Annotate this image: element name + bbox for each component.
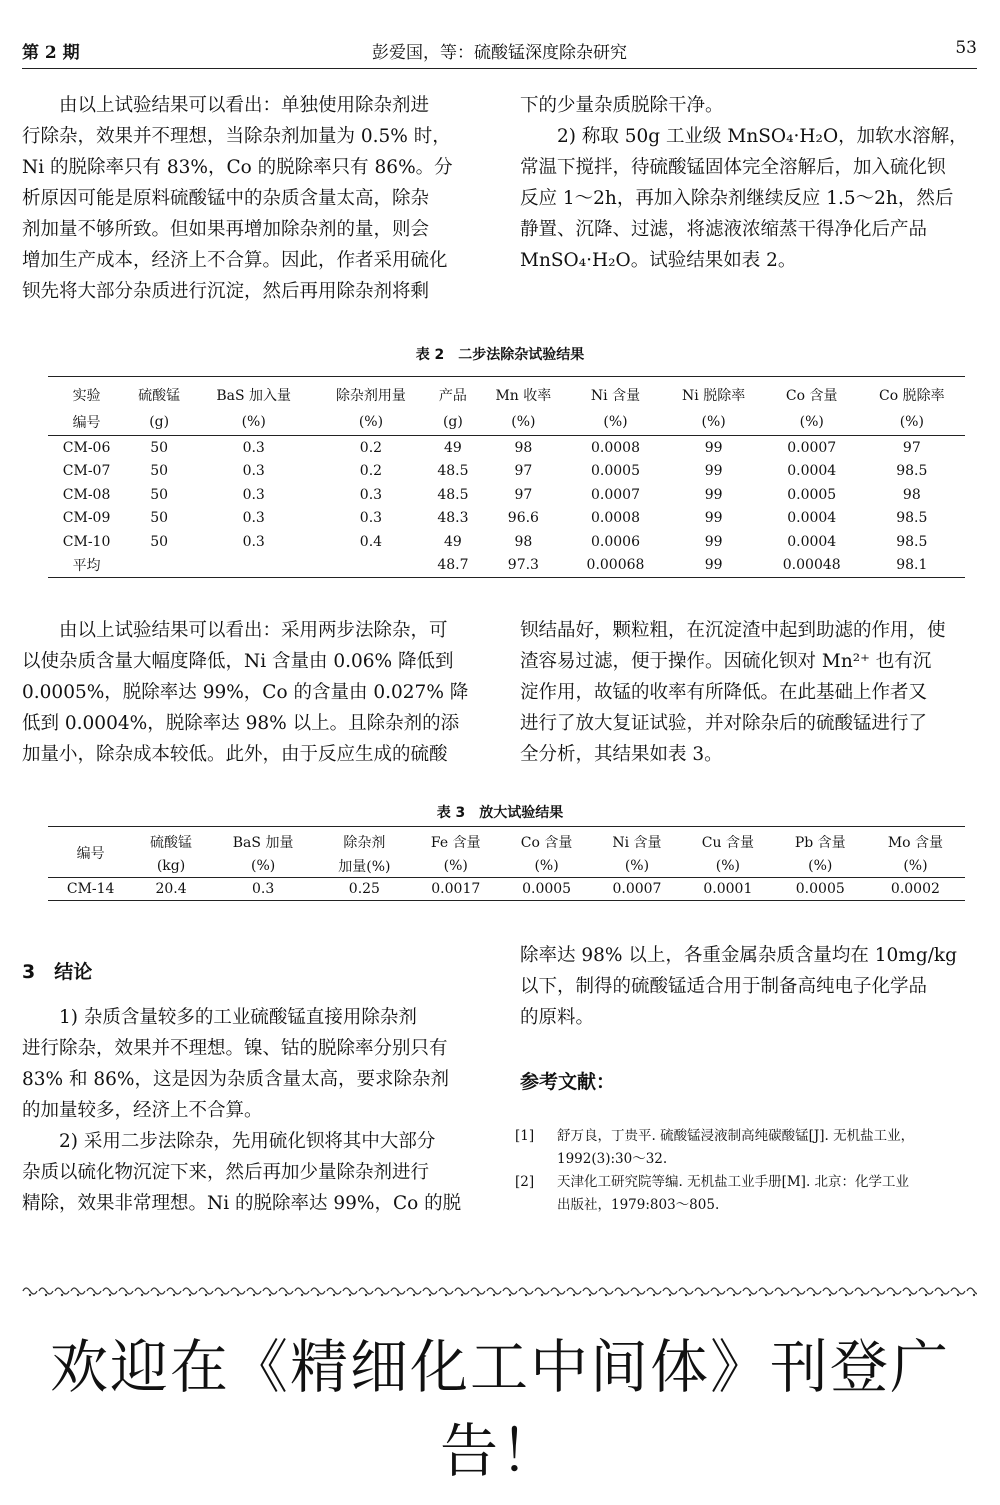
reference-text: 舒万良，丁贵平. 硫酸锰浸液制高纯碳酸锰[J]. 无机盐工业， (557, 1128, 915, 1144)
column-header: 编号 (48, 827, 133, 878)
text-line: 83% 和 86%，这是因为杂质含量太高，要求除杂剂 (22, 1069, 450, 1090)
reference-text: 出版社，1979:803～805. (557, 1197, 720, 1213)
text-line: 精除，效果非常理想。Ni 的脱除率达 99%，Co 的脱 (22, 1193, 462, 1214)
table-cell: 49 (443, 533, 462, 550)
table-unit-row (48, 409, 965, 436)
text-line: 的原料。 (520, 1007, 595, 1028)
column-unit: (%) (478, 409, 568, 436)
table-3 (48, 826, 965, 901)
text-line: 反应 1～2h，再加入除杂剂继续反应 1.5～2h，然后 (520, 188, 954, 209)
table-cell: 0.3 (251, 881, 275, 897)
table-row (48, 507, 965, 531)
table-cell: 96.6 (507, 510, 539, 527)
table-3-caption: 表 3 放大试验结果 (436, 805, 564, 821)
text-line: 增加生产成本，经济上不合算。因此，作者采用硫化 (22, 250, 448, 271)
text-line: 以下，制得的硫酸锰适合用于制备高纯电子化学品 (520, 976, 928, 997)
table-cell: 98.5 (896, 463, 928, 480)
text-line: 钡先将大部分杂质进行沉淀，然后再用除杂剂将剩 (22, 281, 430, 302)
paragraph-conclusion-left (22, 1002, 477, 1219)
table-cell: 0.0007 (787, 439, 837, 456)
text-line: 由以上试验结果可以看出：单独使用除杂剂进 (59, 95, 430, 116)
advertisement-banner: 欢迎在《精细化工中间体》刊登广告！ (49, 1333, 950, 1485)
text-line: 下的少量杂质脱除干净。 (520, 95, 724, 116)
table-cell: 48.3 (437, 510, 469, 527)
table-cell: 98.5 (896, 510, 928, 527)
table-header-row (48, 827, 965, 856)
text-line: 剂加量不够所致。但如果再增加除杂剂的量，则会 (22, 219, 430, 240)
text-line: 2) 采用二步法除杂，先用硫化钡将其中大部分 (59, 1131, 436, 1152)
table-cell: 0.00068 (586, 557, 645, 574)
text-line: 钡结晶好，颗粒粗，在沉淀渣中起到助滤的作用，使 (520, 620, 946, 641)
table-cell: 0.3 (359, 510, 383, 527)
column-unit: (%) (314, 409, 427, 436)
column-unit: 加量(%) (318, 855, 412, 878)
column-unit: (g) (428, 409, 479, 436)
column-header: Co 脱除率 (879, 388, 945, 404)
table-cell: 50 (150, 510, 169, 527)
table-cell: 49 (443, 439, 462, 456)
text-line: Ni 的脱除率只有 83%，Co 的脱除率只有 86%。分 (22, 157, 453, 178)
issue-number: 第 2 期 (22, 43, 80, 63)
table-cell: 97 (514, 463, 533, 480)
table-cell: 0.0008 (591, 439, 640, 456)
table-cell: CM-08 (62, 486, 111, 503)
table-cell: 0.3 (242, 486, 265, 503)
table-cell: 0.3 (242, 533, 265, 550)
table-cell: 0.0007 (591, 486, 640, 503)
table-row (48, 878, 965, 901)
table-cell: 0.0007 (612, 881, 662, 897)
text-line: 0.0005%，脱除率达 99%，Co 的含量由 0.027% 降 (22, 682, 469, 703)
table-cell: 20.4 (155, 881, 187, 897)
column-unit: 编号 (48, 409, 125, 436)
column-unit: (%) (662, 409, 764, 436)
column-header: 硫酸锰 (150, 835, 193, 851)
text-line: MnSO₄·H₂O。试验结果如表 2。 (520, 250, 797, 271)
running-title: 彭爱国，等：硫酸锰深度除杂研究 (372, 43, 627, 63)
paragraph-procedure (520, 90, 975, 276)
reference-item (515, 1125, 975, 1171)
running-header (22, 34, 977, 69)
table-cell: 48.5 (437, 463, 469, 480)
column-unit: (g) (125, 409, 193, 436)
table-cell: 99 (704, 510, 723, 527)
references-heading: 参考文献： (520, 1071, 616, 1093)
table-cell: 97.3 (507, 557, 539, 574)
table-row (48, 483, 965, 507)
column-header: Pb 含量 (794, 835, 846, 851)
column-header: 除杂剂 (343, 835, 386, 851)
table-cell: CM-14 (66, 881, 115, 897)
column-unit: (%) (411, 855, 500, 878)
table-cell: 0.2 (359, 439, 383, 456)
text-line: 渣容易过滤，便于操作。因硫化钡对 Mn²⁺ 也有沉 (520, 651, 932, 672)
table-cell: 99 (704, 439, 723, 456)
column-unit: (kg) (133, 855, 208, 878)
text-line: 加量小，除杂成本较低。此外，由于反应生成的硫酸 (22, 744, 448, 765)
text-line: 2) 称取 50g 工业级 MnSO₄·H₂O，加软水溶解， (557, 126, 968, 147)
text-line: 低到 0.0004%，脱除率达 98% 以上。且除杂剂的添 (22, 713, 460, 734)
table-cell: 99 (704, 463, 723, 480)
column-header: 硫酸锰 (138, 388, 181, 404)
table-cell: CM-07 (62, 463, 111, 480)
table-cell: 0.0002 (890, 881, 940, 897)
table-cell: 0.3 (242, 463, 265, 480)
table-cell: 0.0017 (431, 881, 481, 897)
reference-item (515, 1171, 975, 1217)
table-cell: 0.0005 (591, 463, 640, 480)
reference-list (515, 1125, 975, 1217)
ornament-pattern-icon (22, 1282, 977, 1300)
table-cell (193, 554, 314, 578)
table-cell: 98 (514, 439, 533, 456)
column-header: Co 含量 (785, 388, 838, 404)
table-cell: 48.5 (437, 486, 469, 503)
text-line: 1) 杂质含量较多的工业硫酸锰直接用除杂剂 (59, 1007, 417, 1028)
table-cell: 0.4 (359, 533, 383, 550)
column-header: Mo 含量 (887, 835, 944, 851)
text-line: 静置、沉降、过滤，将滤液浓缩蒸干得净化后产品 (520, 219, 928, 240)
table-cell: 0.0004 (787, 463, 837, 480)
column-unit: (%) (775, 855, 866, 878)
table-cell: 0.2 (359, 463, 383, 480)
reference-number: [2] (515, 1174, 535, 1190)
table-cell: CM-06 (62, 439, 111, 456)
column-unit: (%) (593, 855, 681, 878)
column-header: Ni 含量 (612, 835, 662, 851)
paragraph-scale-up (520, 615, 975, 770)
table-cell: 0.25 (348, 881, 380, 897)
column-unit: (%) (569, 409, 663, 436)
table-cell: 48.7 (437, 557, 469, 574)
page-number: 53 (955, 38, 977, 58)
column-unit: (%) (765, 409, 859, 436)
table-cell (314, 554, 427, 578)
table-cell: 50 (150, 439, 169, 456)
table-cell: 0.0005 (787, 486, 837, 503)
column-unit: (%) (681, 855, 775, 878)
table-cell: 50 (150, 463, 169, 480)
table-cell: 97 (514, 486, 533, 503)
column-header: Mn 收率 (495, 388, 552, 404)
column-unit: (%) (500, 855, 593, 878)
text-line: 常温下搅拌，待硫酸锰固体完全溶解后，加入硫化钡 (520, 157, 946, 178)
column-unit: (%) (193, 409, 314, 436)
column-header: 除杂剂用量 (335, 388, 406, 404)
table-cell: 98.1 (896, 557, 928, 574)
text-line: 进行除杂，效果并不理想。镍、钴的脱除率分别只有 (22, 1038, 448, 1059)
table-cell: 0.0005 (795, 881, 845, 897)
table-cell: CM-10 (62, 533, 111, 550)
table-row (48, 436, 965, 460)
paragraph-results-single-agent (22, 90, 477, 307)
text-line: 以使杂质含量大幅度降低，Ni 含量由 0.06% 降低到 (22, 651, 454, 672)
text-line: 析原因可能是原料硫酸锰中的杂质含量太高，除杂 (22, 188, 430, 209)
table-header-row (48, 377, 965, 410)
section-heading-conclusion: 3 结论 (22, 961, 93, 983)
text-line: 由以上试验结果可以看出：采用两步法除杂，可 (59, 620, 448, 641)
column-header: Ni 脱除率 (682, 388, 746, 404)
column-header: Cu 含量 (701, 835, 754, 851)
text-line: 杂质以硫化物沉淀下来，然后再加少量除杂剂进行 (22, 1162, 430, 1183)
paragraph-conclusion-right (520, 940, 975, 1033)
table-cell: 平均 (72, 558, 101, 575)
column-unit: (%) (866, 855, 965, 878)
table-unit-row (48, 855, 965, 878)
table-cell: 0.0006 (591, 533, 640, 550)
table-cell: 50 (150, 533, 169, 550)
text-line: 除率达 98% 以上，各重金属杂质含量均在 10mg/kg (520, 945, 957, 966)
table-cell: CM-09 (62, 510, 111, 527)
text-line: 行除杂，效果并不理想，当除杂剂加量为 0.5% 时， (22, 126, 451, 147)
column-header: Ni 含量 (590, 388, 641, 404)
column-header: BaS 加量 (232, 835, 294, 851)
table-cell: 0.0008 (591, 510, 640, 527)
table-cell: 99 (704, 486, 723, 503)
table-row (48, 460, 965, 484)
column-header: Co 含量 (520, 835, 573, 851)
table-cell: 98 (514, 533, 533, 550)
table-2 (48, 376, 965, 578)
table-cell: 0.0001 (703, 881, 753, 897)
table-row (48, 554, 965, 578)
table-cell: 99 (704, 557, 723, 574)
table-row (48, 530, 965, 554)
column-header: 实验 (72, 388, 101, 404)
column-unit: (%) (859, 409, 965, 436)
table-cell (125, 554, 193, 578)
table-cell: 0.3 (242, 510, 265, 527)
table-cell: 0.0004 (787, 533, 837, 550)
table-cell: 0.00048 (782, 557, 841, 574)
reference-text: 天津化工研究院等编. 无机盐工业手册[M]. 北京：化学工业 (557, 1174, 910, 1190)
column-header: Fe 含量 (430, 835, 481, 851)
text-line: 进行了放大复证试验，并对除杂后的硫酸锰进行了 (520, 713, 928, 734)
table-cell: 0.0005 (522, 881, 572, 897)
table-cell: 0.0004 (787, 510, 837, 527)
table-cell: 50 (150, 486, 169, 503)
text-line: 淀作用，故锰的收率有所降低。在此基础上作者又 (520, 682, 928, 703)
table-2-caption: 表 2 二步法除杂试验结果 (415, 347, 585, 363)
column-header: BaS 加入量 (216, 388, 292, 404)
table-cell: 0.3 (242, 439, 265, 456)
table-cell: 99 (704, 533, 723, 550)
table-cell: 98 (902, 486, 921, 503)
reference-text: 1992(3):30～32. (557, 1151, 668, 1167)
text-line: 全分析，其结果如表 3。 (520, 744, 723, 765)
paragraph-two-step-results (22, 615, 477, 770)
column-header: 产品 (438, 388, 467, 404)
table-cell: 98.5 (896, 533, 928, 550)
table-cell: 97 (902, 439, 921, 456)
decorative-divider (22, 1282, 977, 1300)
text-line: 的加量较多，经济上不合算。 (22, 1100, 263, 1121)
column-unit: (%) (209, 855, 318, 878)
reference-number: [1] (515, 1128, 535, 1144)
table-cell: 0.3 (359, 486, 383, 503)
